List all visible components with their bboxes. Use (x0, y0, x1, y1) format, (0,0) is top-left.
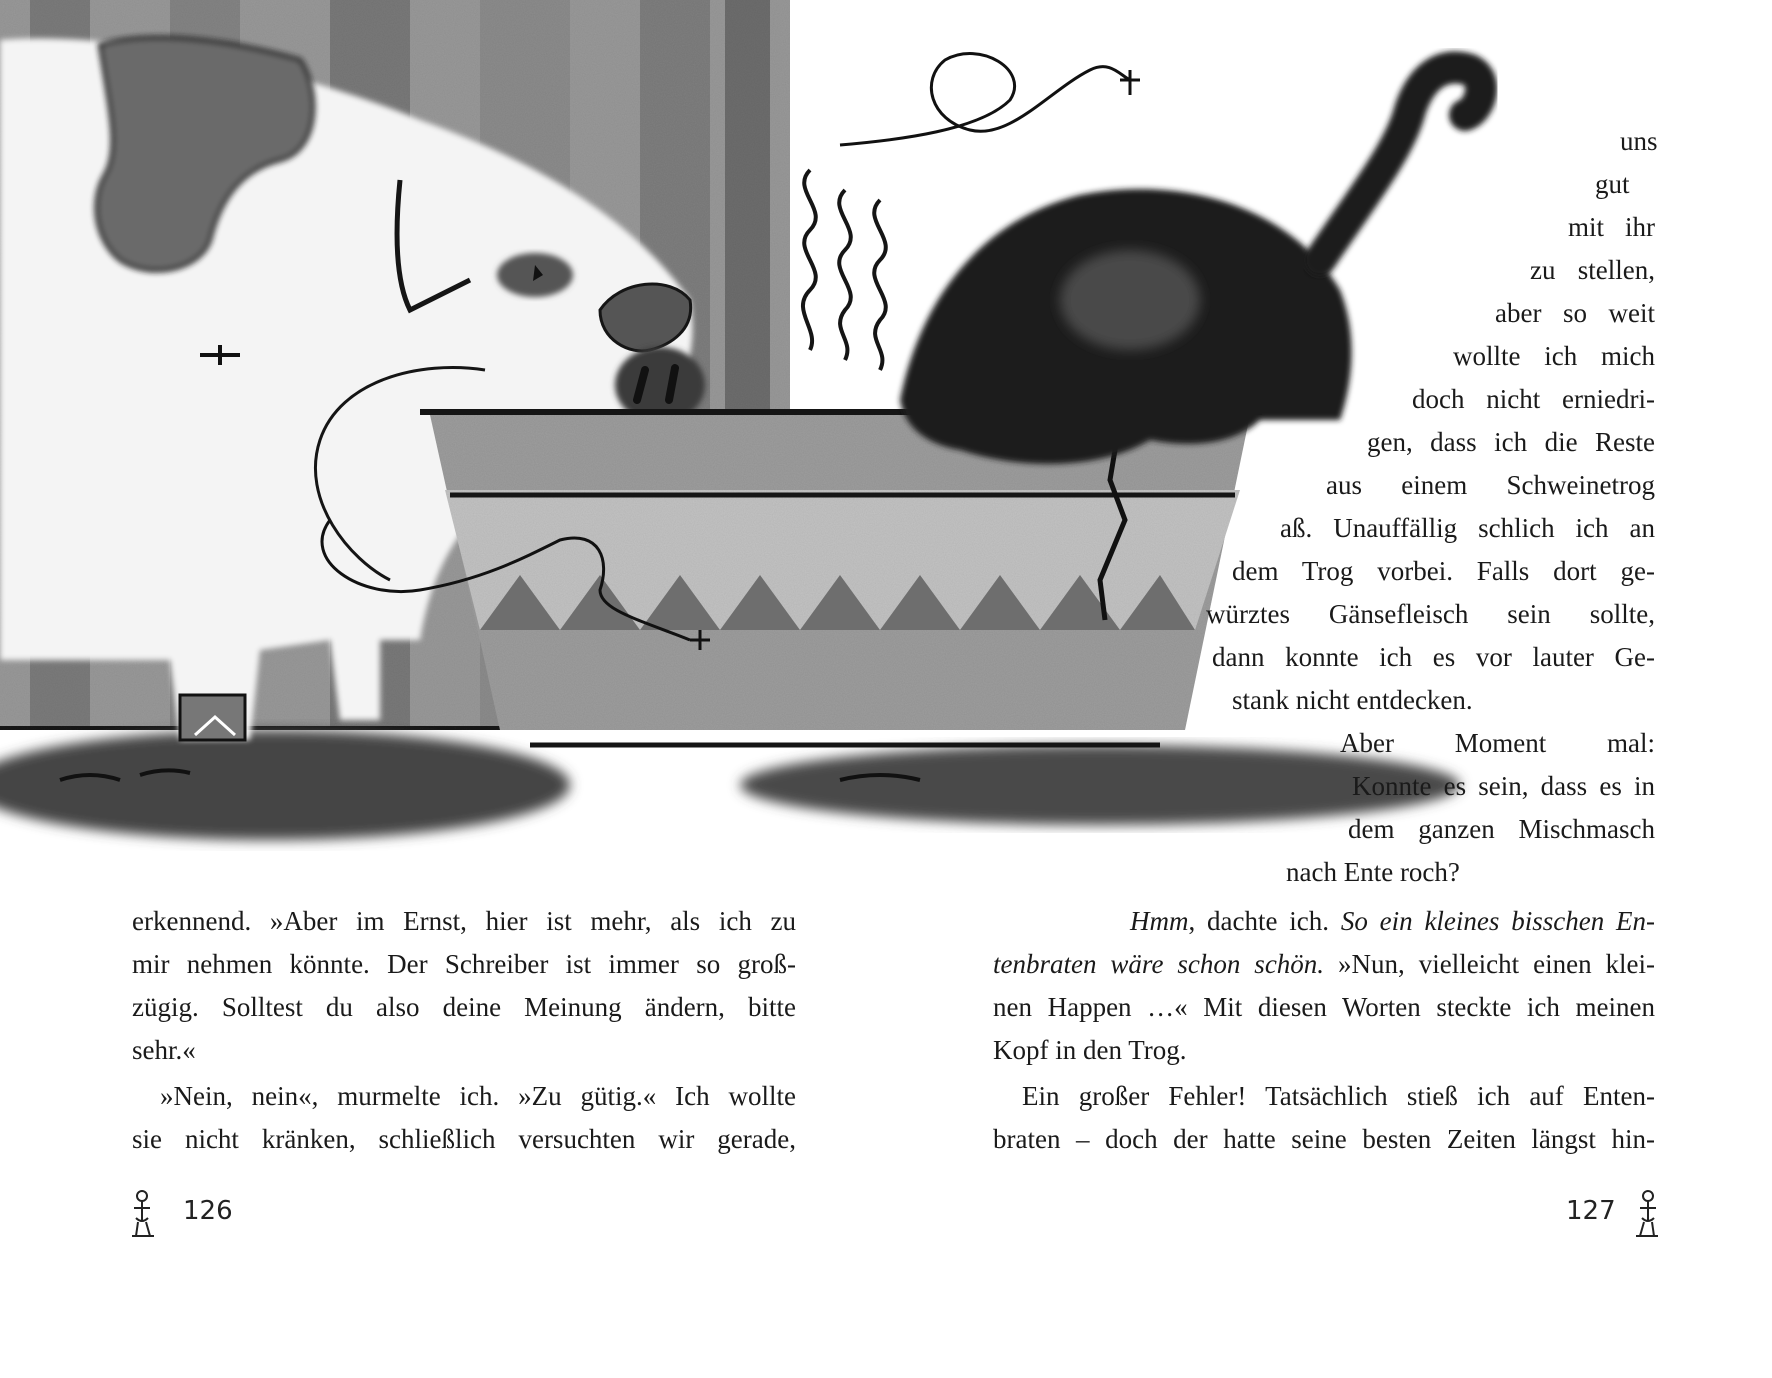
folio-ornament-left-icon (128, 1188, 162, 1240)
right-wrapped-line: aß. Unauffällig schlich ich an (1280, 513, 1655, 543)
right-wrapped-line: Konnte es sein, dass es in (1352, 771, 1655, 801)
left-text-line: mir nehmen könnte. Der Schreiber ist immer so groß- (132, 949, 796, 979)
right-wrapped-line: nach Ente roch? (1286, 857, 1460, 887)
right-wrapped-line: uns (1620, 126, 1658, 156)
left-text-line: sie nicht kränken, schließlich versuchten wir gerade, (132, 1124, 796, 1154)
right-wrapped-line: stank nicht entdecken. (1232, 685, 1473, 715)
right-wrapped-line: aber so weit (1495, 298, 1655, 328)
right-wrapped-line: Aber Moment mal: (1340, 728, 1655, 758)
right-wrapped-line: wollte ich mich (1453, 341, 1655, 371)
left-text-line: sehr.« (132, 1035, 196, 1065)
right-wrapped-line: würztes Gänsefleisch sein sollte, (1206, 599, 1655, 629)
fly-right (840, 54, 1140, 145)
right-text-line: nen Happen …« Mit diesen Worten steckte ich meinen (993, 992, 1655, 1022)
right-text-line-hmm: Hmm, dachte ich. So ein kleines bisschen En- (1130, 906, 1655, 936)
stink-lines (803, 170, 886, 370)
trough (420, 412, 1262, 745)
right-wrapped-line: aus einem Schweinetrog (1326, 470, 1655, 500)
right-text-line: Kopf in den Trog. (993, 1035, 1187, 1065)
right-text-line: Ein großer Fehler! Tatsächlich stieß ich auf Enten- (1022, 1081, 1655, 1111)
right-wrapped-line: zu stellen, (1530, 255, 1655, 285)
black-cat (900, 67, 1481, 464)
page-number-right: 127 (1566, 1196, 1616, 1226)
right-text-line-braten: tenbraten wäre schon schön. »Nun, vielleicht einen klei- (993, 949, 1656, 979)
right-wrapped-line: gen, dass ich die Reste (1367, 427, 1655, 457)
left-text-line: »Nein, nein«, murmelte ich. »Zu gütig.« Ich wollte (160, 1081, 796, 1111)
page-number-left: 126 (183, 1196, 233, 1226)
right-wrapped-line: mit ihr (1568, 212, 1655, 242)
right-text-line: braten – doch der hatte seine besten Zeiten längst hin- (993, 1124, 1655, 1154)
right-wrapped-line: dem ganzen Mischmasch (1348, 814, 1655, 844)
right-wrapped-line: dann konnte ich es vor lauter Ge- (1212, 642, 1655, 672)
left-text-line: zügig. Solltest du also deine Meinung ändern, bitte (132, 992, 796, 1022)
folio-ornament-right-icon (1628, 1188, 1662, 1240)
right-wrapped-line: dem Trog vorbei. Falls dort ge- (1232, 556, 1655, 586)
right-wrapped-line: doch nicht erniedri- (1412, 384, 1655, 414)
left-text-line: erkennend. »Aber im Ernst, hier ist mehr, als ich zu (132, 906, 796, 936)
right-wrapped-line: gut (1595, 169, 1630, 199)
